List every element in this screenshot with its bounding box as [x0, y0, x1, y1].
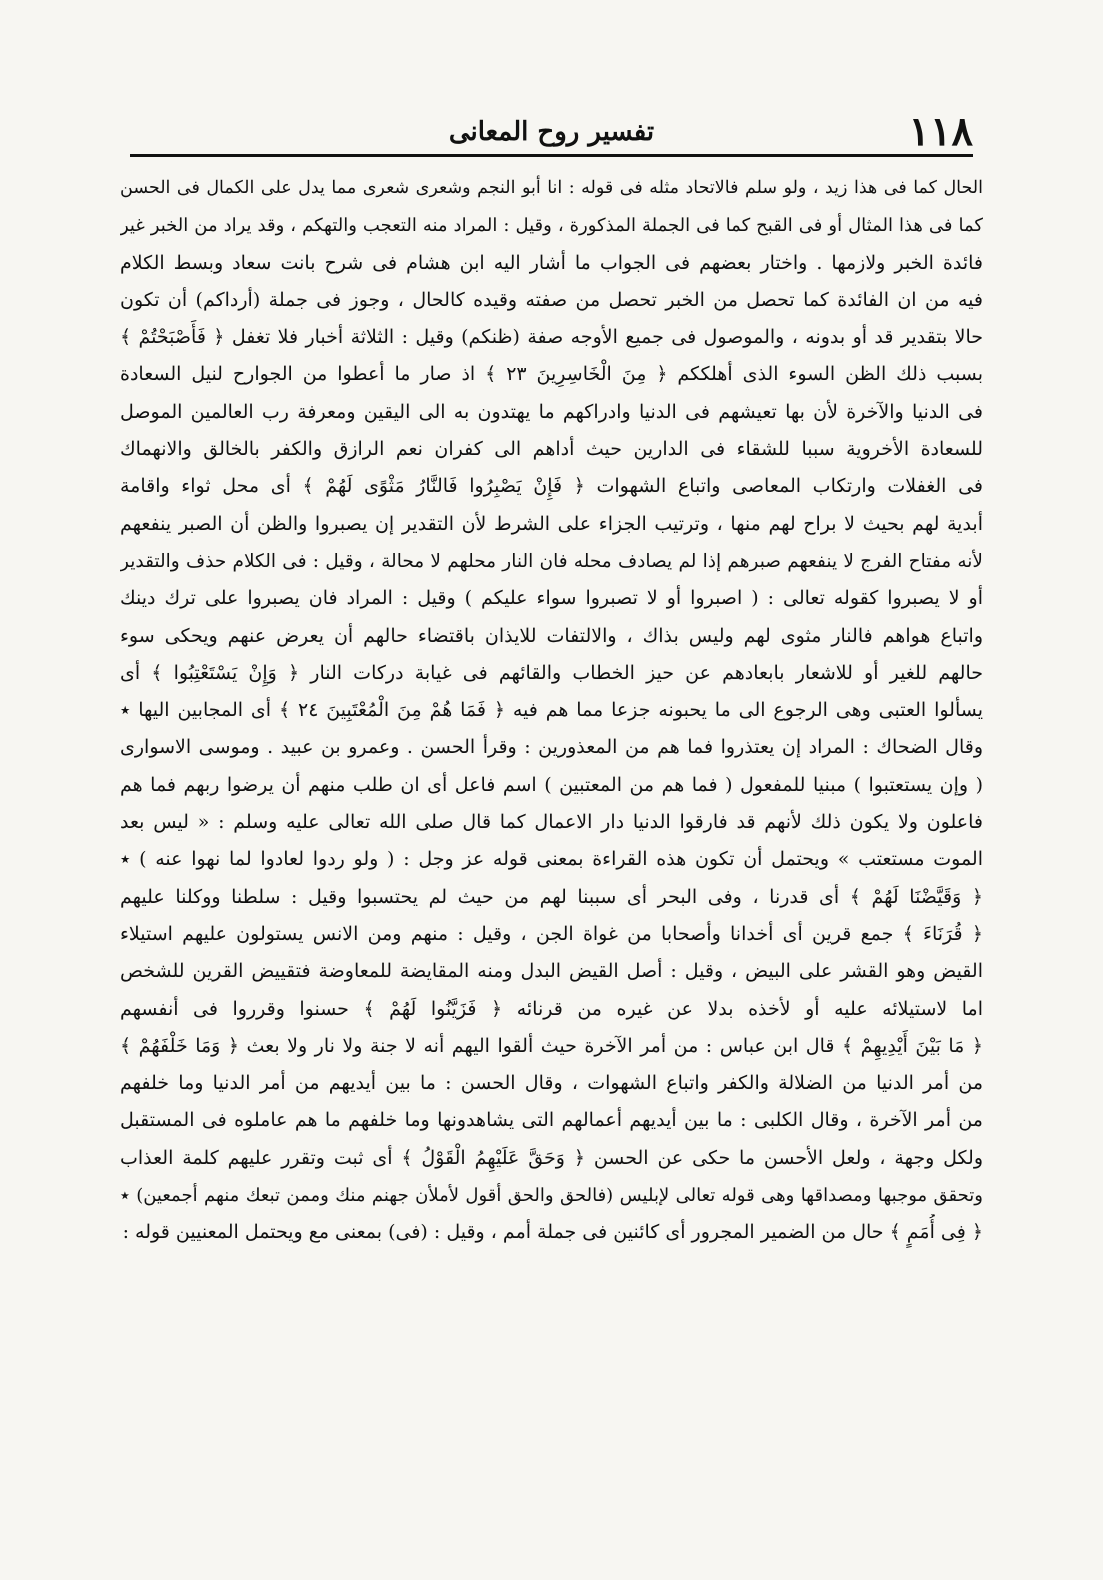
- page-header: [130, 108, 973, 156]
- text-line: وتحقق موجبها ومصداقها وهى قوله تعالى لإبليس (فالحق والحق أقول لأملأن جهنم منك وممن تبعك منهم أجمعين) ٭: [120, 1185, 983, 1207]
- body-text: [120, 170, 983, 1562]
- text-line: اما لاستيلائه عليه أو لأخذه بدلا عن غيره من قرنائه ﴿ فَزَيَّنُوا لَهُمْ ﴾ حسنوا وقرروا فى أنفسهم: [120, 997, 983, 1020]
- text-line: الحال كما فى هذا زيد ، ولو سلم فالاتحاد مثله فى قوله : انا أبو النجم وشعرى شعرى مما يدل على الكمال فى الحسن: [120, 178, 983, 198]
- text-line: فائدة الخبر ولازمها . واختار بعضهم فى الجواب ما أشار اليه ابن هشام فى شرح بانت سعاد وبسط الكلام: [120, 251, 983, 274]
- text-line: ﴿ وَقَيَّضْنَا لَهُمْ ﴾ أى قدرنا ، وفى البحر أى سببنا لهم من حيث لم يحتسبوا وقيل : سلطنا ووكلنا عليهم: [120, 885, 983, 908]
- page-number: ١١٨: [908, 108, 973, 155]
- text-line: حالهم للغير أو للاشعار بابعادهم عن حيز الخطاب والقائهم فى غيابة دركات النار ﴿ وَإِنْ يَسْتَعْتِبُوا ﴾ أى: [120, 661, 983, 684]
- text-line: فى الغفلات وارتكاب المعاصى واتباع الشهوات ﴿ فَإِنْ يَصْبِرُوا فَالنَّارُ مَثْوًى لَهُمْ ﴾ أى محل ثواء واقامة: [120, 475, 983, 498]
- text-line: أو لا يصبروا كقوله تعالى : ( اصبروا أو لا تصبروا سواء عليكم ) وقيل : المراد فان يصبروا على ترك دينك: [120, 587, 983, 610]
- text-line: ﴿ قُرَنَاءَ ﴾ جمع قرين أى أخدانا وأصحابا من غواة الجن ، وقيل : منهم ومن الانس يستولون عليهم استيلاء: [120, 922, 983, 945]
- text-line: لأنه مفتاح الفرج لا ينفعهم صبرهم إذا لم يصادف محله فان النار محلهم لا محالة ، وقيل : فى الكلام حذف والتقدير: [120, 550, 983, 572]
- text-line: فى الدنيا والآخرة لأن بها تعيشهم فى الدنيا وادراكهم ما يهتدون به الى اليقين ومعرفة رب العالمين الموصل: [120, 400, 983, 423]
- text-line: أبدية لهم بحيث لا براح لهم منها ، وترتيب الجزاء على الشرط لأن التقدير إن يصبروا والظن أن الصبر ينفعهم: [120, 512, 983, 535]
- header-rule: [130, 154, 973, 157]
- text-line: واتباع هواهم فالنار مثوى لهم وليس بذاك ، والالتفات للايذان باقتضاء حالهم أن يعرض عنهم ويحكى سوء: [120, 624, 983, 647]
- text-line: ( وإن يستعتبوا ) مبنيا للمفعول ( فما هم من المعتبين ) اسم فاعل أى ان طلب منهم أن يرضوا ربهم فما هم: [120, 773, 983, 796]
- text-line: ولكل وجهة ، ولعل الأحسن ما حكى عن الحسن ﴿ وَحَقَّ عَلَيْهِمُ الْقَوْلُ ﴾ أى ثبت وتقرر عليهم كلمة العذاب: [120, 1146, 983, 1169]
- text-line: من أمر الآخرة ، وقال الكلبى : ما بين أيديهم أعمالهم التى يشاهدونها وما خلفهم ما هم عاملوه فى المستقبل: [120, 1109, 983, 1132]
- text-line: من أمر الدنيا من الضلالة والكفر واتباع الشهوات ، وقال الحسن : ما بين أيديهم من أمر الدنيا وما خلفهم: [120, 1072, 983, 1095]
- text-line: بسبب ذلك الظن السوء الذى أهلككم ﴿ مِنَ الْخَاسِرِينَ ٢٣ ﴾ اذ صار ما أعطوا من الجوارح لنيل السعادة: [120, 363, 983, 386]
- text-line: الموت مستعتب » ويحتمل أن تكون هذه القراءة بمعنى قوله عز وجل : ( ولو ردوا لعادوا لما نهوا عنه ) ٭: [120, 848, 983, 871]
- text-line: يسألوا العتبى وهى الرجوع الى ما يحبونه جزعا مما هم فيه ﴿ فَمَا هُمْ مِنَ الْمُعْتَبِينَ ٢٤ ﴾ أى المجابين اليها ٭: [120, 699, 983, 722]
- text-line: ﴿ فِى أُمَمٍ ﴾ حال من الضمير المجرور أى كائنين فى جملة أمم ، وقيل : (فى) بمعنى مع ويحتمل المعنيين قوله :: [122, 1221, 983, 1244]
- text-line: فيه من ان الفائدة كما تحصل من الخبر تحصل من صفته وقيده كالحال ، وجوز فى جملة (أرداكم) أن تكون: [120, 288, 983, 311]
- text-line: للسعادة الأخروية سببا للشقاء فى الدارين حيث أداهم الى كفران نعم الرازق والكفر بالخالق والانهماك: [120, 438, 983, 461]
- text-line: فاعلون ولا يكون ذلك لأنهم قد فارقوا الدنيا دار الاعمال كما قال صلى الله تعالى عليه وسلم : « ليس بعد: [120, 811, 983, 834]
- text-line: ﴿ مَا بَيْنَ أَيْدِيهِمْ ﴾ قال ابن عباس : من أمر الآخرة حيث ألقوا اليهم أنه لا جنة ولا نار ولا بعث ﴿ وَمَا خَلْفَهُمْ ﴾: [120, 1034, 983, 1057]
- text-line: حالا بتقدير قد أو بدونه ، والموصول فى جميع الأوجه صفة (ظنكم) وقيل : الثلاثة أخبار فلا تغفل ﴿ فَأَصْبَحْتُمْ ﴾: [120, 326, 983, 349]
- text-line: كما فى هذا المثال أو فى القبح كما فى الجملة المذكورة ، وقيل : المراد منه التعجب والتهكم ، وقد يراد من الخبر غير: [120, 215, 983, 237]
- running-title: تفسير روح المعانى: [448, 117, 655, 147]
- text-line: القيض وهو القشر على البيض ، وقيل : أصل القيض البدل ومنه المقايضة للمعاوضة فتقييض القرين للشخص: [120, 960, 983, 983]
- text-line: وقال الضحاك : المراد إن يعتذروا فما هم من المعذورين : وقرأ الحسن . وعمرو بن عبيد . وموسى الاسوارى: [120, 736, 983, 759]
